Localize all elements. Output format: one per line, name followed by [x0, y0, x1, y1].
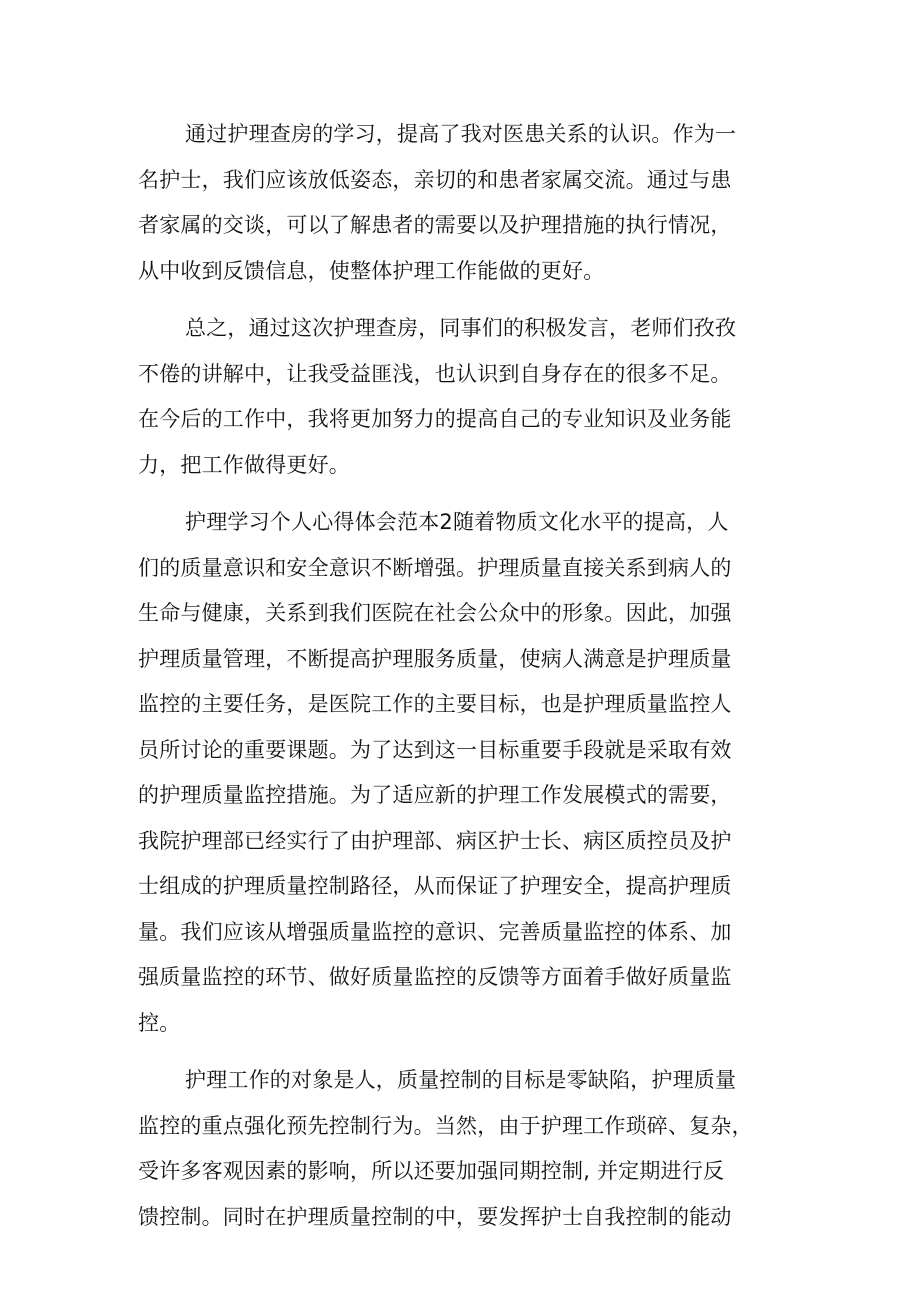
text-line: 们的质量意识和安全意识不断增强。护理质量直接关系到病人的: [138, 555, 732, 580]
text-line: 员所讨论的重要课题。为了达到这一目标重要手段就是采取有效: [138, 737, 732, 762]
text-line: 总之，通过这次护理查房，同事们的积极发言，老师们孜孜: [185, 316, 737, 340]
text-line: 我院护理部已经实行了由护理部、病区护士长、病区质控员及护: [138, 828, 732, 853]
text-line: 监控的重点强化预先控制行为。当然，由于护理工作琐碎、复杂，: [138, 1113, 753, 1138]
text-line: 护理质量管理，不断提高护理服务质量，使病人满意是护理质量: [138, 646, 732, 671]
paragraph: [138, 306, 786, 488]
text-line: 监控的主要任务，是医院工作的主要目标，也是护理质量监控人: [138, 692, 732, 716]
text-line: 护理工作的对象是人，质量控制的目标是零缺陷，护理质量: [185, 1068, 737, 1092]
text-line: 不倦的讲解中，让我受益匪浅，也认识到自身存在的很多不足。: [138, 361, 732, 386]
text-line: 士组成的护理质量控制路径，从而保证了护理安全，提高护理质: [138, 874, 732, 898]
paragraph: [138, 112, 786, 294]
text-line: 生命与健康，关系到我们医院在社会公众中的形象。因此，加强: [138, 601, 732, 625]
text-line: 的护理质量监控措施。为了适应新的护理工作发展模式的需要，: [138, 783, 732, 807]
text-line: 者家属的交谈，可以了解患者的需要以及护理措施的执行情况，: [138, 213, 732, 237]
text-line: 力，把工作做得更好。: [138, 452, 350, 477]
text-line: 名护士，我们应该放低姿态，亲切的和患者家属交流。通过与患: [138, 167, 732, 192]
text-line: 控。: [138, 1010, 181, 1035]
text-line: 馈控制。同时在护理质量控制的中，要发挥护士自我控制的能动: [138, 1204, 732, 1229]
paragraph: [138, 500, 786, 1046]
text-line: 护理学习个人心得体会范本2随着物质文化水平的提高，人: [185, 510, 729, 534]
text-line: 从中收到反馈信息，使整体护理工作能做的更好。: [138, 258, 605, 283]
text-line: 强质量监控的环节、做好质量监控的反馈等方面着手做好质量监: [138, 965, 732, 989]
text-line: 量。我们应该从增强质量监控的意识、完善质量监控的体系、加: [138, 919, 732, 944]
text-line: 受许多客观因素的影响，所以还要加强同期控制, 并定期进行反: [138, 1159, 725, 1183]
text-line: 通过护理查房的学习，提高了我对医患关系的认识。作为一: [185, 122, 737, 146]
document-body: [138, 112, 786, 1240]
text-line: 在今后的工作中，我将更加努力的提高自己的专业知识及业务能: [138, 407, 732, 431]
paragraph: [138, 1058, 786, 1240]
